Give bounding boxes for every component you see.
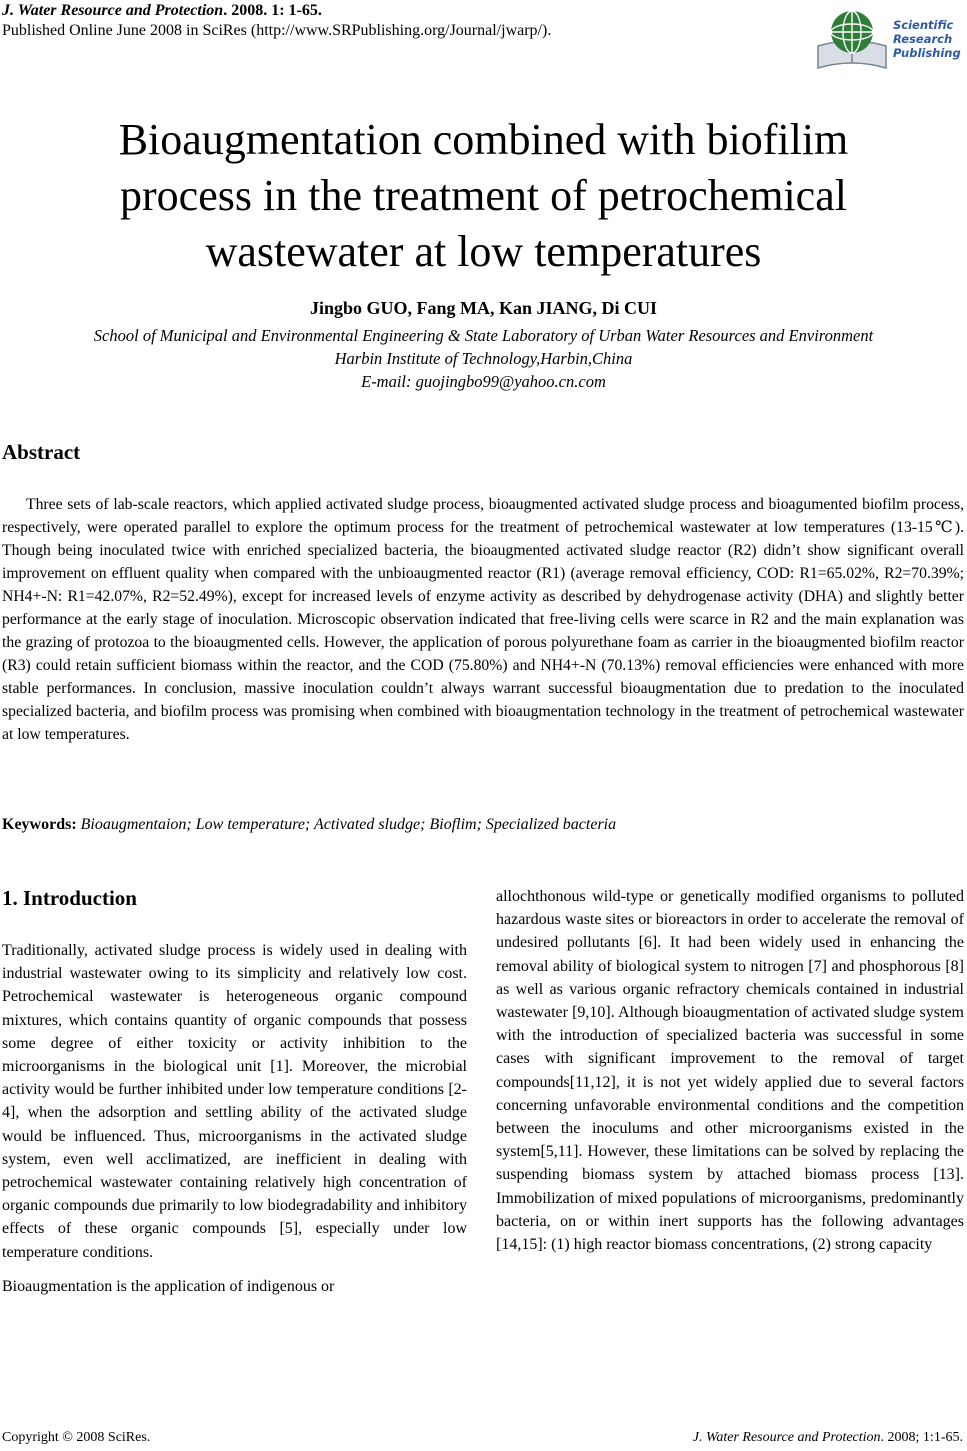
- globe-book-icon: [816, 6, 888, 72]
- intro-paragraph-1: Traditionally, activated sludge process is widely used in dealing with industrial wastewater owing to its simplicity and relatively low cost. Petrochemical wastewater is heterogeneous organic compound mixtures, which contains quantity of organic compounds that possess some degree of either toxicity or activity inhibition to the microorganisms in the biological unit [1]. Moreover, the microbial activity would be further inhibited under low temperature conditions [2-4], when the adsorption and settling ability of the activated sludge would be influenced. Thus, microorganisms in the activated sludge system, even well acclimatized, are inefficient in dealing with petrochemical wastewater containing relatively high concentration of organic compounds due primarily to low biodegradability and inhibitory effects of these organic compounds [5], especially under low temperature conditions.: [2, 942, 467, 1261]
- footer-citation: J. Water Resource and Protection. 2008; 1:1-65.: [692, 1430, 963, 1445]
- keywords-value: Bioaugmentaion; Low temperature; Activated sludge; Bioflim; Specialized bacteria: [76, 816, 617, 833]
- right-column: [496, 885, 964, 1256]
- keywords-label: Keywords:: [2, 816, 77, 833]
- affiliation: School of Municipal and Environmental Engineering & State Laboratory of Urban Water Resources and Environment Harbin Institute of Technology,Harbin,China E-mail: guojingbo99@yahoo.cn.com: [0, 324, 967, 393]
- journal-header: [2, 2, 322, 20]
- publication-line: Published Online June 2008 in SciRes (http://www.SRPublishing.org/Journal/jwarp/).: [2, 22, 552, 39]
- paper-title: Bioaugmentation combined with biofilim process in the treatment of petrochemical wastewater at low temperatures: [118, 115, 849, 276]
- logo-text: Scientific Research Publishing: [893, 18, 961, 60]
- abstract-text: Three sets of lab-scale reactors, which applied activated sludge process, bioaugmented activated sludge process and bioagumented biofilm process, respectively, were operated parallel to explore the optimum process for the treatment of petrochemical wastewater at low temperatures (13-15℃). Though being inoculated twice with enriched specialized bacteria, the bioaugmented activated sludge reactor (R2) didn’t show significant overall improvement on effluent quality when compared with the unbioaugmented reactor (R1) (average removal efficiency, COD: R1=65.02%, R2=70.39%; NH4+-N: R1=42.07%, R2=52.49%), except for increased levels of enzyme activity as described by dehydrogenase activity (DHA) and slightly better performance at the early stage of inoculation. Microscopic observation indicated that free-living cells were scarce in R2 and the main explanation was the grazing of protozoa to the bioaugmented cells. However, the application of porous polyurethane foam as carrier in the bioaugmented biofilm reactor (R3) could retain sufficient biomass within the reactor, and the COD (75.80%) and NH4+-N (70.13%) removal efficiencies were enhanced with more stable performances. In conclusion, massive inoculation couldn’t always warrant successful bioaugmentation due to predation to the inoculated specialized bacteria, and biofilm process was promising when combined with bioaugmentation technology in the treatment of petrochemical wastewater at low temperatures.: [2, 496, 964, 743]
- footer-copyright: Copyright © 2008 SciRes.: [2, 1430, 151, 1445]
- author-list: Jingbo GUO, Fang MA, Kan JIANG, Di CUI: [309, 298, 658, 318]
- journal-volume: . 2008. 1: 1-65.: [223, 2, 322, 19]
- keywords: [2, 816, 616, 834]
- left-column: [2, 939, 467, 1298]
- journal-name: J. Water Resource and Protection: [2, 2, 224, 19]
- intro-paragraph-3: allochthonous wild-type or genetically modified organisms to polluted hazardous waste sites or bioreactors in order to accelerate the removal of undesired pollutants [6]. It had been widely used in enhancing the removal ability of biological system to nitrogen [7] and phosphorous [8] as well as various organic refractory chemicals contained in industrial wastewater [9,10]. Although bioaugmentation of activated sludge system with the introduction of specialized bacteria was successful in some cases with significant improvement to the removal of target compounds[11,12], it is not yet widely applied due to several factors concerning unfavorable environmental conditions and the competition between the inoculums and other microorganisms existed in the system[5,11]. However, these limitations can be solved by replacing the suspending biomass system by attached biomass process [13]. Immobilization of mixed populations of microorganisms, predominantly bacteria, on or within inert supports has the following advantages [14,15]: (1) high reactor biomass concentrations, (2) strong capacity: [496, 888, 964, 1254]
- intro-paragraph-2: Bioaugmentation is the application of indigenous or: [2, 1277, 335, 1295]
- publisher-logo: [816, 6, 966, 72]
- section-heading-introduction: 1. Introduction: [2, 886, 137, 910]
- abstract-heading: Abstract: [2, 440, 81, 464]
- author-email: E-mail: guojingbo99@yahoo.cn.com: [361, 372, 606, 391]
